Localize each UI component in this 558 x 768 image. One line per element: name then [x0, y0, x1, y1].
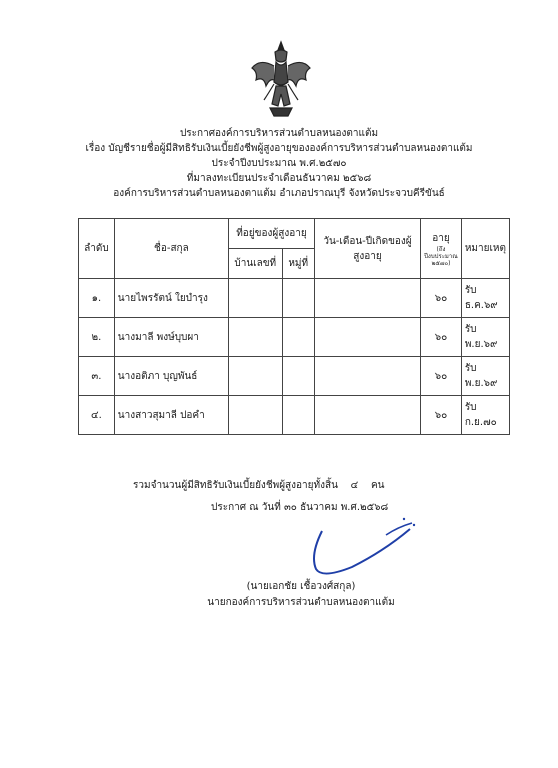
col-birth-header: วัน-เดือน-ปีเกิดของผู้สูงอายุ [314, 219, 420, 279]
row-moo [282, 357, 314, 396]
total-summary [133, 478, 384, 493]
signer-position: นายกองค์การบริหารส่วนตำบลหนองตาแต้ม [207, 597, 395, 608]
row-name: นางอติภา บุญพันธ์ [114, 357, 228, 396]
table-row [79, 318, 510, 357]
header-line-4: ที่มาลงทะเบียนประจำเดือนธันวาคม ๒๕๖๘ [186, 173, 372, 184]
signature-icon [300, 505, 440, 585]
row-house [229, 318, 283, 357]
row-name: นางมาลี พงษ์บุบผา [114, 318, 228, 357]
col-age-label: อายุ [432, 232, 450, 244]
table-row [79, 396, 510, 435]
total-unit: คน [370, 480, 385, 491]
row-remark: รับ พ.ย.๖๙ [461, 357, 509, 396]
col-address-header: ที่อยู่ของผู้สูงอายุ [229, 219, 315, 249]
elderly-list-table [78, 218, 510, 435]
row-age: ๖๐ [421, 357, 462, 396]
total-count: ๔ [350, 480, 359, 491]
table-row [79, 279, 510, 318]
col-age-note: (ถึงปีงบประมาณ ๒๕๗๐) [424, 245, 458, 267]
row-birth [314, 318, 420, 357]
row-age: ๖๐ [421, 318, 462, 357]
col-age-header [421, 219, 462, 279]
announcement-date: ประกาศ ณ วันที่ ๓๐ ธันวาคม พ.ศ.๒๕๖๘ [211, 502, 389, 513]
col-house-header: บ้านเลขที่ [229, 249, 283, 279]
total-label: รวมจำนวนผู้มีสิทธิรับเงินเบี้ยยังชีพผู้สูงอายุทั้งสิ้น [133, 480, 338, 491]
col-remark-header: หมายเหตุ [461, 219, 509, 279]
col-moo-header: หมู่ที่ [282, 249, 314, 279]
row-moo [282, 396, 314, 435]
col-name-header: ชื่อ-สกุล [114, 219, 228, 279]
row-no: ๒. [79, 318, 115, 357]
row-birth [314, 357, 420, 396]
row-house [229, 396, 283, 435]
row-name: นายไพรรัตน์ ใยบำรุง [114, 279, 228, 318]
col-no-header: ลำดับ [79, 219, 115, 279]
row-moo [282, 279, 314, 318]
table-row [79, 357, 510, 396]
row-house [229, 357, 283, 396]
row-birth [314, 396, 420, 435]
row-no: ๓. [79, 357, 115, 396]
row-remark: รับ ก.ย.๗๐ [461, 396, 509, 435]
row-moo [282, 318, 314, 357]
row-birth [314, 279, 420, 318]
row-name: นางสาวสุมาลี ปอคำ [114, 396, 228, 435]
header-line-1: ประกาศองค์การบริหารส่วนตำบลหนองตาแต้ม [179, 128, 379, 139]
header-line-3: ประจำปีงบประมาณ พ.ศ.๒๕๗๐ [211, 158, 347, 169]
signer-name: (นายเอกชัย เชื้อวงศ์สกุล) [246, 581, 356, 592]
header-line-5: องค์การบริหารส่วนตำบลหนองตาแต้ม อำเภอปราณบุรี จังหวัดประจวบคีรีขันธ์ [113, 188, 445, 199]
row-age: ๖๐ [421, 279, 462, 318]
row-remark: รับ พ.ย.๖๙ [461, 318, 509, 357]
row-no: ๑. [79, 279, 115, 318]
row-age: ๖๐ [421, 396, 462, 435]
header-line-2: เรื่อง บัญชีรายชื่อผู้มีสิทธิรับเงินเบี้ยยังชีพผู้สูงอายุขององค์การบริหารส่วนตำบลหนองตาแต้ม [85, 143, 473, 154]
row-remark: รับ ธ.ค.๖๙ [461, 279, 509, 318]
row-house [229, 279, 283, 318]
garuda-emblem-icon [248, 38, 314, 122]
row-no: ๔. [79, 396, 115, 435]
